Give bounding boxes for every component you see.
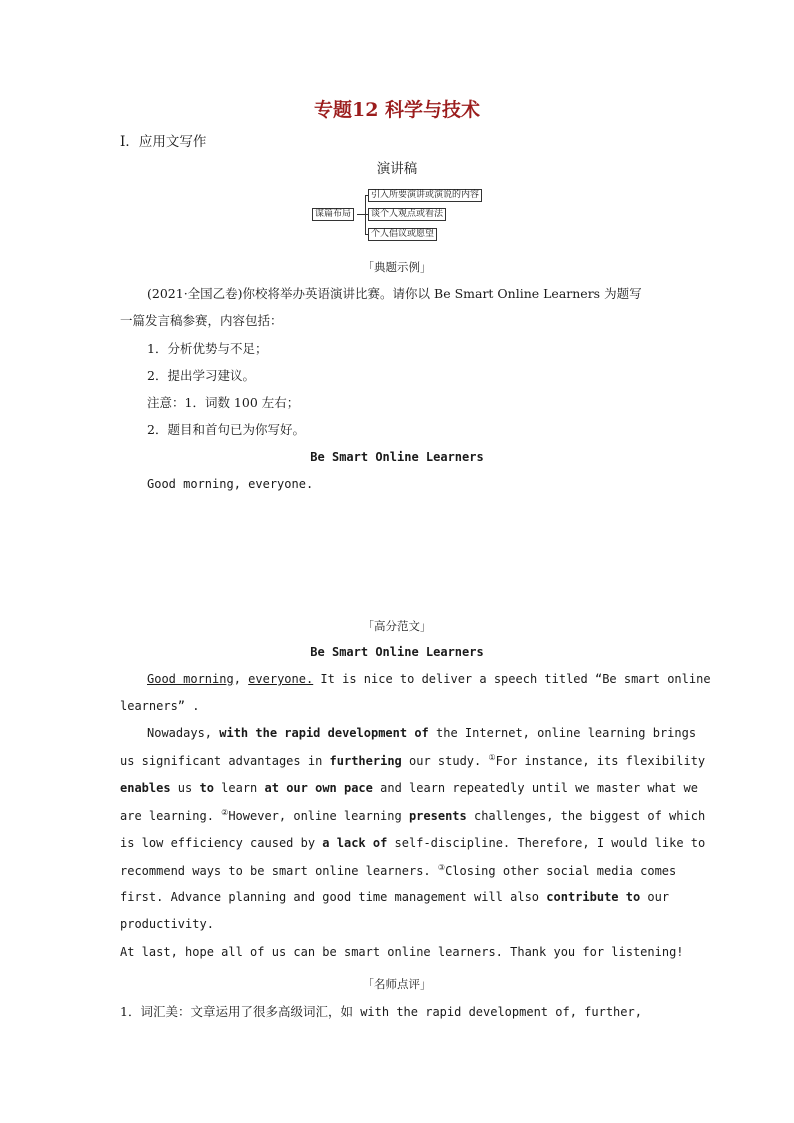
prompt-note-2: 2．题目和首句已为你写好。: [147, 422, 305, 437]
prompt-item-1: 1．分析优势与不足；: [147, 341, 268, 356]
prompt-note-1: 注意：1．词数 100 左右；: [147, 395, 300, 410]
model-label: 「高分范文」: [362, 619, 432, 633]
model-p2-line1: Nowadays, with the rapid development of the Internet, online learning brings: [147, 726, 697, 740]
underlined-address: everyone.: [248, 672, 314, 686]
model-p2-line6: recommend ways to be smart online learners. ③Closing other social media comes: [120, 863, 677, 878]
comment-line-1: 1．词汇美：文章运用了很多高级词汇，如 with the rapid development of, further,: [120, 1004, 642, 1019]
example-essay-title: Be Smart Online Learners: [310, 450, 484, 464]
comment-label: 「名师点评」: [362, 977, 432, 991]
model-p3: At last, hope all of us can be smart online learners. Thank you for listening!: [120, 945, 684, 959]
model-p2-line3: enables us to learn at our own pace and learn repeatedly until we master what we: [120, 781, 698, 795]
prompt-item-2: 2．提出学习建议。: [147, 368, 255, 383]
model-p2-line2: us significant advantages in furthering our study. ①For instance, its flexibility: [120, 753, 706, 768]
model-p1-line2: learners” .: [120, 699, 200, 713]
underlined-greeting: Good morning: [147, 672, 234, 686]
model-essay-title: Be Smart Online Learners: [310, 645, 484, 659]
model-p2-line7: first. Advance planning and good time management will also contribute to our: [120, 890, 670, 904]
outline-diagram: [310, 187, 485, 243]
diagram-branch-2: 谈个人观点或看法: [368, 208, 446, 221]
example-first-sentence: Good morning, everyone.: [147, 477, 314, 491]
diagram-branch-3: 个人倡议或愿望: [368, 228, 437, 241]
prompt-line-1: (2021·全国乙卷)你校将举办英语演讲比赛。请你以 Be Smart Online Learners 为题写: [147, 286, 642, 301]
section-heading: Ⅰ．应用文写作: [120, 134, 207, 150]
model-p1-line1: Good morning, everyone. It is nice to deliver a speech titled “Be smart online: [147, 672, 711, 686]
diagram-root: 谋篇布局: [312, 208, 354, 221]
model-p2-line8: productivity.: [120, 917, 214, 931]
page-title: 专题12 科学与技术: [313, 99, 481, 121]
diagram-branch-1: 引入所要演讲或演说的内容: [368, 189, 482, 202]
prompt-line-2: 一篇发言稿参赛，内容包括：: [120, 313, 283, 328]
diagram-heading: 演讲稿: [376, 161, 418, 177]
example-label: 「典题示例」: [362, 260, 432, 274]
model-p2-line4: are learning. ②However, online learning presents challenges, the biggest of which: [120, 808, 706, 823]
model-p2-line5: is low efficiency caused by a lack of self-discipline. Therefore, I would like to: [120, 836, 706, 850]
